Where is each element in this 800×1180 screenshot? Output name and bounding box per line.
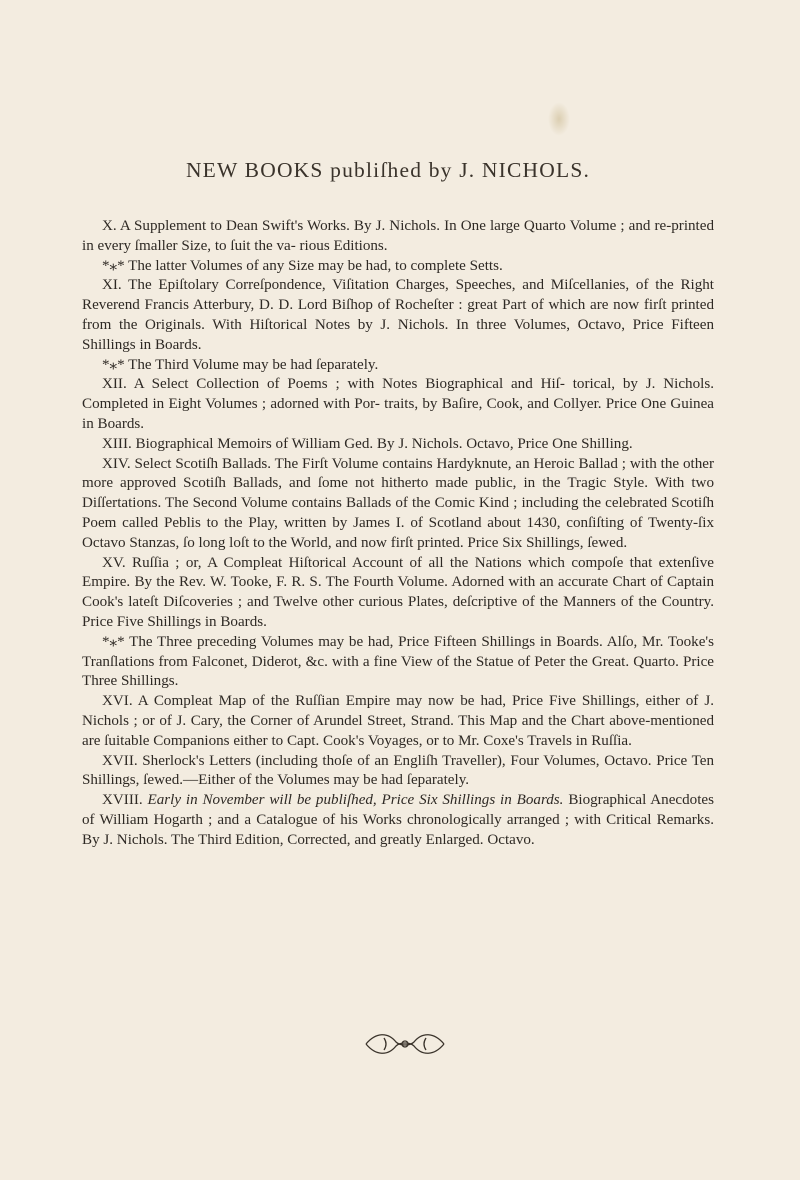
entry-xv: XV. Ruſſia ; or, A Compleat Hiſtorical Account of all the Nations which compoſe that extenſive Empire. By the Rev. W. Tooke, F. R. S. The Fourth Volume. Adorned with an accurate Chart of Captain Cook's lateſt Diſcoveries ; and Twelve other curious Plates, deſcriptive of the Manners of the Country. Price Five Shillings in Boards. xyxy=(82,554,714,630)
entry-xvi: XVI. A Compleat Map of the Ruſſian Empire may now be had, Price Five Shillings, either of J. Nichols ; or of J. Cary, the Corner of Arundel Street, Strand. This Map and the Chart above-mentioned are ſuitable Companions either to Capt. Cook's Voyages, or to Mr. Coxe's Travels in Ruſſia. xyxy=(82,693,714,749)
floral-ornament-icon xyxy=(362,1030,448,1058)
entry-xii: XII. A Select Collection of Poems ; with Notes Biographical and Hiſ- torical, by J. Nichols. Completed in Eight Volumes ; adorned with Por- traits, by Baſire, Cook, and Collyer. Price One Guinea in Boards. xyxy=(82,376,714,432)
entry-xvii: XVII. Sherlock's Letters (including thoſe of an Engliſh Traveller), Four Volumes, Octavo. Price Ten Shillings, ſewed.—Either of the Volumes may be had ſeparately. xyxy=(82,752,714,789)
entry-xviii-announcement: Early in November will be publiſhed, Price Six Shillings in Boards. xyxy=(147,792,564,809)
entry-x: X. A Supplement to Dean Swift's Works. By J. Nichols. In One large Quarto Volume ; and re-printed in every ſmaller Size, to ſuit the va- rious Editions. xyxy=(82,218,714,254)
page-heading: NEW BOOKS publiſhed by J. NICHOLS. xyxy=(185,158,591,182)
note-xi: *⁎* The Third Volume may be had ſeparately. xyxy=(102,356,379,373)
entry-xi: XI. The Epiſtolary Correſpondence, Viſitation Charges, Speeches, and Miſcellanies, of the Right Reverend Francis Atterbury, D. D. Lord Biſhop of Rocheſter : great Part of which are now firſt printed from the Originals. With Hiſtorical Notes by J. Nichols. In three Volumes, Octavo, Price Fifteen Shillings in Boards. xyxy=(82,277,714,353)
advertisement-body xyxy=(82,217,714,851)
entry-xviii xyxy=(82,791,714,850)
note-xv: *⁎* The Three preceding Volumes may be had, Price Fifteen Shillings in Boards. Alſo, Mr. Tooke's Tranſlations from Falconet, Diderot, &c. with a fine View of the Statue of Peter the Great. Quarto. Price Three Shillings. xyxy=(82,633,714,690)
note-x: *⁎* The latter Volumes of any Size may be had, to complete Setts. xyxy=(102,257,503,274)
paper-stain xyxy=(548,102,570,136)
entry-xiv: XIV. Select Scotiſh Ballads. The Firſt Volume contains Hardyknute, an Heroic Ballad ; with the other more approved Scotiſh Ballads, and ſome not hitherto made public, in the Tragic Style. With two Diſſertations. The Second Volume contains Ballads of the Comic Kind ; including the celebrated Scotiſh Poem called Peblis to the Play, written by James I. of Scotland about 1430, conſiſting of Twenty-ſix Octavo Stanzas, ſo long loſt to the World, and now firſt printed. Price Six Shillings, ſewed. xyxy=(82,455,714,551)
entry-xviii-number: XVIII. xyxy=(102,792,148,809)
entry-xviii-text: Biographical Anecdotes of William Hogarth ; and a Catalogue of his Works chronologically arranged ; with Critical Remarks. By J. Nichols. The Third Edition, Corrected, and greatly Enlarged. Octavo. xyxy=(82,792,714,848)
entry-xiii: XIII. Biographical Memoirs of William Ged. By J. Nichols. Octavo, Price One Shilling. xyxy=(102,435,633,452)
